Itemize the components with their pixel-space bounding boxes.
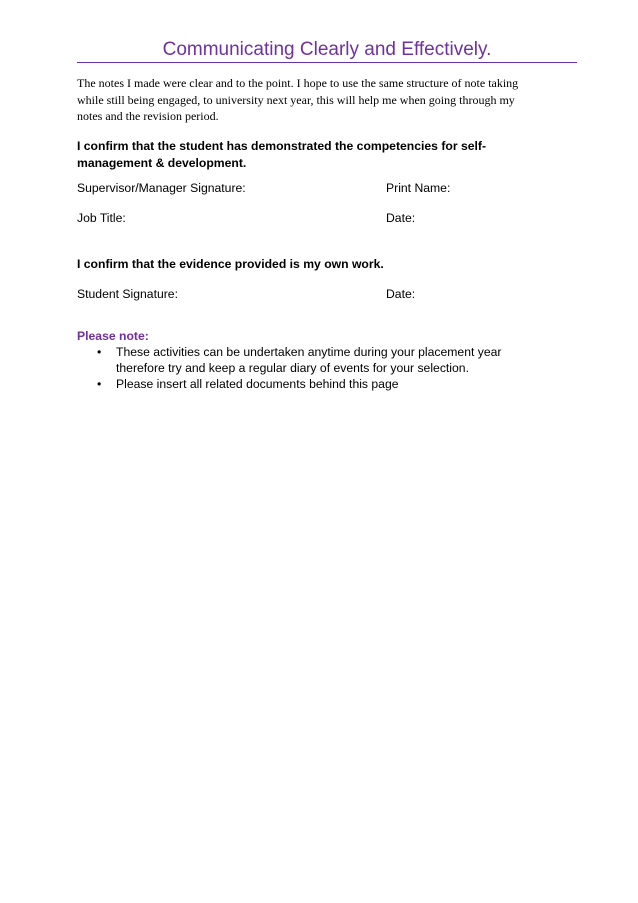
supervisor-signature-label: Supervisor/Manager Signature: <box>77 181 246 195</box>
please-note-heading: Please note: <box>77 329 149 343</box>
print-name-label: Print Name: <box>386 181 451 195</box>
student-signature-label: Student Signature: <box>77 287 178 301</box>
list-item-text: These activities can be undertaken anytime during your placement year <box>116 345 502 359</box>
bullet-icon: • <box>97 345 102 359</box>
student-date-label: Date: <box>386 287 416 301</box>
list-item-text: Please insert all related documents behind this page <box>116 377 399 391</box>
notes-line: while still being engaged, to university next year, this will help me when going through my <box>77 92 515 107</box>
statement-line: I confirm that the evidence provided is my own work. <box>77 257 384 271</box>
job-title-label: Job Title: <box>77 211 126 225</box>
page-title: Communicating Clearly and Effectively. <box>162 39 492 60</box>
statement-line: management & development. <box>77 156 247 170</box>
notes-line: notes and the revision period. <box>77 109 219 123</box>
bullet-icon: • <box>97 377 102 391</box>
student-confirmation-statement <box>77 256 577 273</box>
list-item <box>77 376 577 392</box>
notes-paragraph <box>77 75 577 125</box>
title-underline <box>77 62 577 63</box>
notes-line: The notes I made were clear and to the point. I hope to use the same structure of note taking <box>77 76 519 90</box>
statement-line: I confirm that the student has demonstrated the competencies for self- <box>77 139 487 153</box>
supervisor-date-label: Date: <box>386 211 416 225</box>
list-item-text: therefore try and keep a regular diary of events for your selection. <box>116 361 469 375</box>
supervisor-confirmation-statement <box>77 138 577 172</box>
list-item <box>77 344 577 376</box>
please-note-list <box>77 344 577 392</box>
